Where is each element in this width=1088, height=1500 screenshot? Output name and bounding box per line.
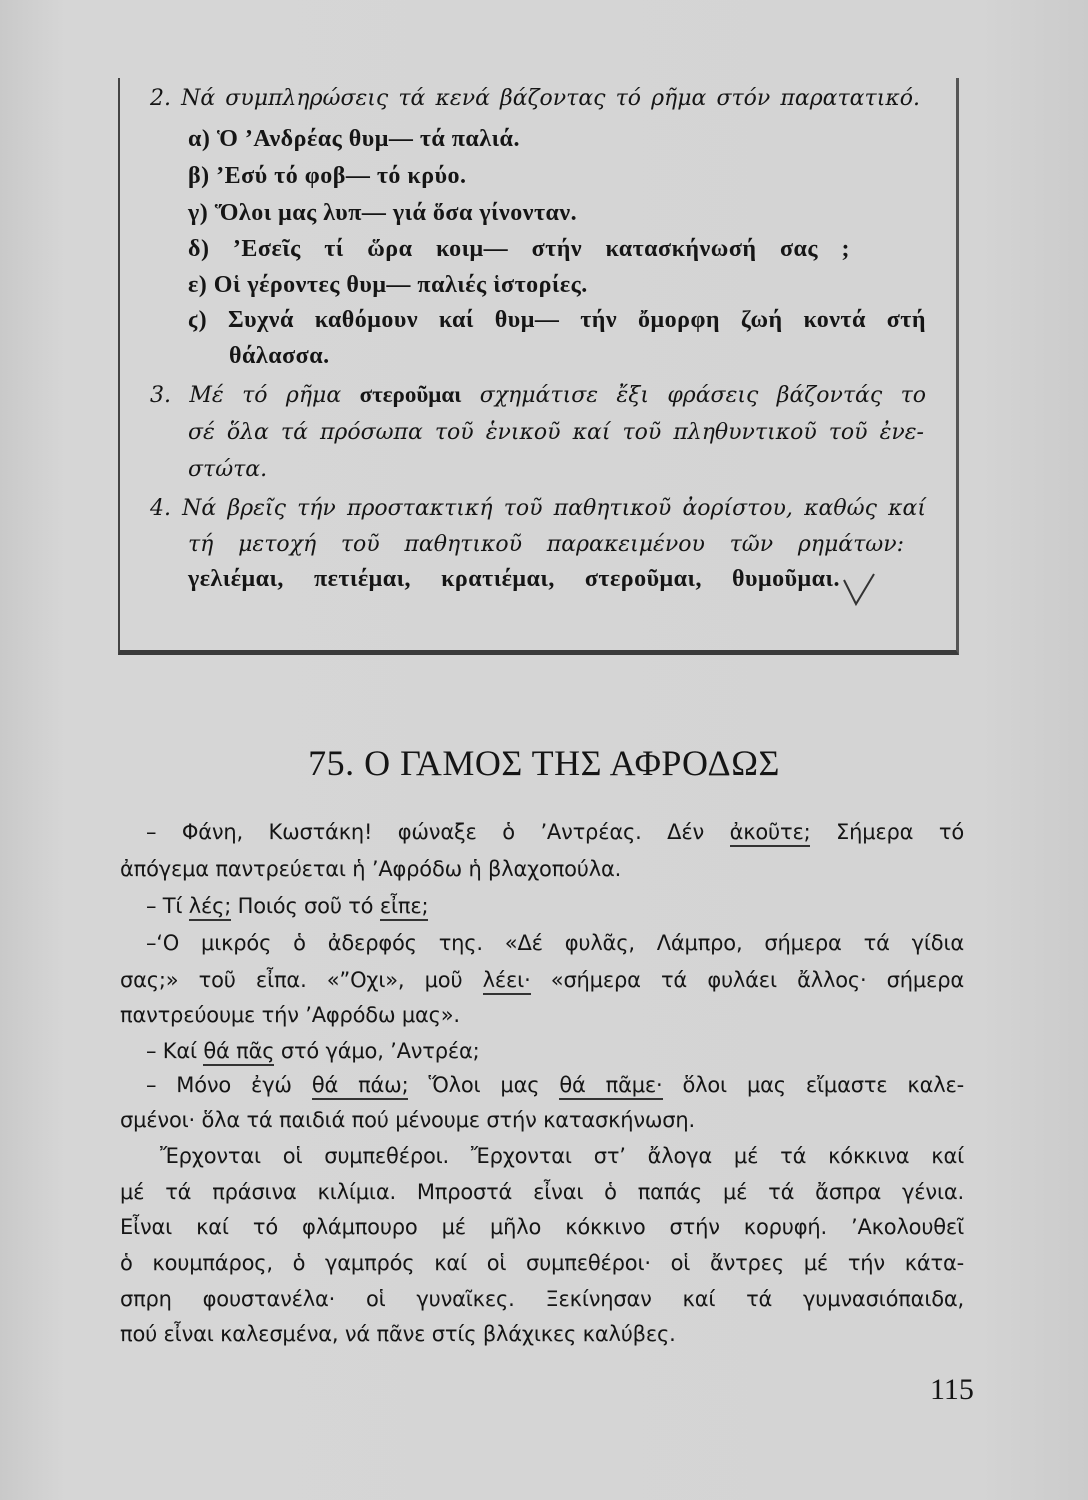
text-segment: ὁ κουμπάρος, ὁ γαμπρός καί οἱ συμπεθέροι· οἱ ἄντρες μέ τήν κάτα- (120, 1251, 964, 1275)
text-line (229, 343, 330, 370)
text-segment: – Μόνο ἐγώ (146, 1073, 312, 1097)
text-segment: Ἔρχονται οἱ συμπεθέροι. Ἔρχονται στ’ ἄλογα μέ τά κόκκινα καί (160, 1144, 964, 1168)
text-segment: σας;» τοῦ εἶπα. «”Οχι», μοῦ (120, 968, 483, 992)
bold-word: στεροῦμαι (359, 382, 462, 407)
text-segment: σμένοι· ὅλα τά παιδιά πού μένουμε στήν κατασκήνωση. (120, 1108, 696, 1132)
text-segment: σχημάτισε ἔξι φράσεις βάζοντάς το (461, 383, 927, 408)
text-segment: β) ’Εσύ τό φοβ— τό κρύο. (188, 163, 467, 189)
text-line (120, 1180, 964, 1204)
text-line (146, 1039, 480, 1063)
underlined-word: λές; (189, 894, 231, 921)
text-line (150, 382, 926, 408)
text-segment: σπρη φουστανέλα· οἱ γυναῖκες. Ξεκίνησαν καί τά γυμνασιόπαιδα, (120, 1287, 964, 1311)
text-segment: – Τί (146, 894, 189, 918)
text-line (146, 1073, 964, 1097)
handwritten-check-icon (840, 570, 880, 610)
text-segment: γελιέμαι, πετιέμαι, κρατιέμαι, στεροῦμαι, θυμοῦμαι. (188, 566, 840, 592)
text-segment: «σήμερα τά φυλάει ἄλλος· σήμερα (530, 968, 964, 992)
text-segment: 2. Νά συμπληρώσεις τά κενά βάζοντας τό ρῆμα στόν παρατατικό. (150, 86, 920, 111)
text-line (188, 532, 904, 557)
lesson-title: 75. Ο ΓΑΜΟΣ ΤΗΣ ΑΦΡΟΔΩΣ (308, 743, 780, 783)
underlined-word: ἀκοῦτε; (730, 820, 811, 847)
text-segment: θάλασσα. (229, 343, 330, 369)
text-line (188, 307, 926, 334)
text-segment: ε) Οἱ γέροντες θυμ— παλιές ἱστορίες. (188, 272, 588, 298)
text-segment: στό γάμο, ’Αντρέα; (274, 1039, 480, 1063)
text-segment: μέ τά πράσινα κιλίμια. Μπροστά εἶναι ὁ παπάς μέ τά ἄσπρα γένια. (120, 1180, 964, 1204)
text-segment: 3. Μέ τό ρῆμα (150, 383, 360, 408)
text-segment: – Καί (146, 1039, 204, 1063)
text-line (160, 1144, 964, 1168)
text-segment: Σήμερα τό (810, 820, 964, 844)
underlined-word: λέει· (483, 968, 531, 995)
text-segment: παντρεύουμε τήν ’Αφρόδω μας». (120, 1003, 460, 1027)
page-number: 115 (930, 1373, 974, 1406)
underlined-word: θά πᾶς (203, 1039, 274, 1066)
text-line (188, 236, 850, 263)
text-line (188, 420, 924, 445)
text-segment: Ποιός σοῦ τό (231, 894, 380, 918)
text-line (188, 566, 840, 593)
text-line (188, 272, 588, 299)
text-segment: Ὅλοι μας (408, 1073, 560, 1097)
underlined-word: εἶπε; (380, 894, 429, 921)
text-segment: ὅλοι μας εἴμαστε καλε- (662, 1073, 965, 1097)
text-segment: στώτα. (188, 457, 268, 482)
underlined-word: θά πᾶμε· (559, 1073, 662, 1100)
text-line (150, 496, 926, 521)
text-segment: 4. Νά βρεῖς τήν προστακτική τοῦ παθητικοῦ ἀορίστου, καθώς καί (150, 496, 926, 521)
text-line (188, 163, 467, 190)
text-line (120, 1251, 964, 1275)
text-segment: ἀπόγεμα παντρεύεται ἡ ’Αφρόδω ἡ βλαχοπούλα. (120, 857, 622, 881)
text-line (188, 457, 267, 482)
text-segment: γ) Ὅλοι μας λυπ— γιά ὅσα γίνονταν. (188, 200, 578, 226)
text-line (120, 1215, 964, 1239)
text-line (120, 1108, 695, 1132)
text-segment: τή μετοχή τοῦ παθητικοῦ παρακειμένου τῶν ρημάτων: (188, 532, 904, 557)
text-segment: ϛ) Συχνά καθόμουν καί θυμ— τήν ὄμορφη ζωή κοντά στή (188, 307, 926, 333)
text-line (120, 857, 621, 881)
text-line (150, 86, 920, 111)
text-segment: –‘Ο μικρός ὁ ἀδερφός της. «Δέ φυλᾶς, Λάμπρο, σήμερα τά γίδια (146, 931, 964, 955)
text-segment: α) Ὁ ’Ανδρέας θυμ— τά παλιά. (188, 126, 520, 152)
underlined-word: θά πάω; (312, 1073, 409, 1100)
text-line (120, 1003, 460, 1027)
text-segment: δ) ’Εσεῖς τί ὥρα κοιμ— στήν κατασκήνωσή σας ; (188, 236, 850, 262)
text-line (146, 820, 964, 844)
text-line (146, 894, 428, 918)
text-segment: σέ ὅλα τά πρόσωπα τοῦ ἑνικοῦ καί τοῦ πληθυντικοῦ τοῦ ἐνε- (188, 420, 924, 445)
text-line (120, 1322, 676, 1346)
text-line (188, 200, 577, 227)
text-segment: Εἶναι καί τό φλάμπουρο μέ μῆλο κόκκινο στήν κορυφή. ’Ακολουθεῖ (120, 1215, 964, 1239)
text-line (120, 1287, 964, 1311)
text-line (120, 968, 964, 992)
text-segment: πού εἶναι καλεσμένα, νά πᾶνε στίς βλάχικες καλύβες. (120, 1322, 676, 1346)
text-segment: – Φάνη, Κωστάκη! φώναξε ὁ ’Αντρέας. Δέν (146, 820, 730, 844)
text-line (188, 126, 520, 153)
text-line (146, 931, 964, 955)
